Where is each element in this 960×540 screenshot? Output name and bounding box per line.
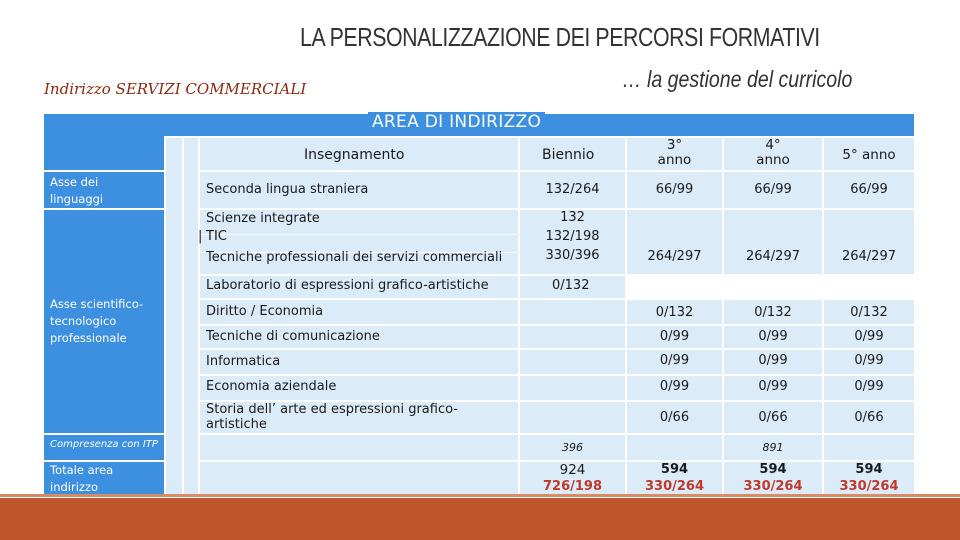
col-header-insegnamento: Insegnamento <box>304 147 405 163</box>
cell-4-anno: 264/297 <box>745 249 800 264</box>
row-pipe: | <box>198 229 203 244</box>
cell-3-anno: 264/297 <box>647 249 702 264</box>
area-title: AREA DI INDIRIZZO <box>368 112 545 132</box>
subject-tecniche-comunicazione: Tecniche di comunicazione <box>206 329 380 344</box>
cell-4-anno: 66/99 <box>754 182 792 197</box>
compresenza-biennio: 396 <box>562 441 583 454</box>
subject-storia-arte: Storia dell’ arte ed espressioni grafico-artistiche <box>206 402 458 432</box>
cell-biennio: 330/396 <box>545 248 600 263</box>
subject-tecniche-professionali: Tecniche professionali dei servizi commerciali <box>206 250 503 265</box>
totale-biennio-detail: 726/198 <box>542 479 603 494</box>
cell-3-anno: 0/99 <box>659 329 690 344</box>
group-linguaggi: Asse dei linguaggi <box>50 175 104 206</box>
cell-3-anno: 66/99 <box>655 182 694 197</box>
cell-4-anno: 0/66 <box>758 410 788 425</box>
cell-5-anno: 0/66 <box>854 410 884 425</box>
compresenza-triennio: 891 <box>762 441 784 454</box>
col-header-5-anno: 5° anno <box>842 147 896 163</box>
cell-biennio: 132/198 <box>545 229 600 244</box>
cell-3-anno: 0/132 <box>655 305 694 320</box>
col-header-3-anno: 3° anno <box>657 137 692 168</box>
col-header-4-anno: 4° anno <box>756 137 790 168</box>
cell-3-anno: 0/66 <box>659 410 690 425</box>
group-compresenza: Compresenza con ITP <box>50 439 158 450</box>
subject-scienze-integrate: Scienze integrate <box>206 211 320 226</box>
group-scientifico: Asse scientifico-tecnologico professionale <box>50 297 144 345</box>
page-subtitle: … la gestione del curricolo <box>622 66 853 92</box>
totale-biennio: 924 <box>559 462 586 478</box>
totale-3-anno-detail: 330/264 <box>644 479 705 494</box>
cell-3-anno: 0/99 <box>659 379 690 394</box>
page-title: LA PERSONALIZZAZIONE DEI PERCORSI FORMATIVI <box>300 22 820 52</box>
footer-bar <box>0 498 960 540</box>
group-totale: Totale area indirizzo <box>50 463 114 494</box>
subject-economia-aziendale: Economia aziendale <box>206 379 337 394</box>
totale-3-anno: 594 <box>660 462 689 477</box>
cell-3-anno: 0/99 <box>659 353 690 368</box>
cell-5-anno: 66/99 <box>850 182 888 197</box>
spacer-column <box>184 138 198 494</box>
totale-5-anno-detail: 330/264 <box>839 479 899 494</box>
totale-4-anno-detail: 330/264 <box>743 479 803 494</box>
subject-seconda-lingua: Seconda lingua straniera <box>206 182 369 197</box>
cell-4-anno: 0/99 <box>758 353 788 368</box>
cell-5-anno: 0/99 <box>854 353 884 368</box>
cell-biennio: 0/132 <box>552 278 590 293</box>
spacer-column <box>166 138 182 494</box>
totale-5-anno: 594 <box>855 462 883 477</box>
cell-4-anno: 0/99 <box>758 379 788 394</box>
cell-5-anno: 264/297 <box>841 249 896 264</box>
indirizzo-label: Indirizzo SERVIZI COMMERCIALI <box>44 80 307 98</box>
group-divider <box>44 170 164 172</box>
group-divider <box>44 433 164 435</box>
cell-5-anno: 0/132 <box>850 305 888 320</box>
col-header-biennio: Biennio <box>542 147 595 163</box>
cell-biennio: 132/264 <box>545 182 600 197</box>
subject-diritto-economia: Diritto / Economia <box>206 304 324 319</box>
cell-4-anno: 0/132 <box>754 305 792 320</box>
footer-line <box>0 494 960 497</box>
column-divider <box>200 234 518 235</box>
cell-biennio: 132 <box>560 210 585 225</box>
subject-laboratorio: Laboratorio di espressioni grafico-artistiche <box>206 278 489 293</box>
group-divider <box>44 208 164 210</box>
cell-4-anno: 0/99 <box>758 329 788 344</box>
totale-4-anno: 594 <box>759 462 787 477</box>
cell-5-anno: 0/99 <box>854 329 884 344</box>
subject-tic: TIC <box>206 229 227 244</box>
cell-5-anno: 0/99 <box>854 379 884 394</box>
subject-informatica: Informatica <box>206 354 281 369</box>
